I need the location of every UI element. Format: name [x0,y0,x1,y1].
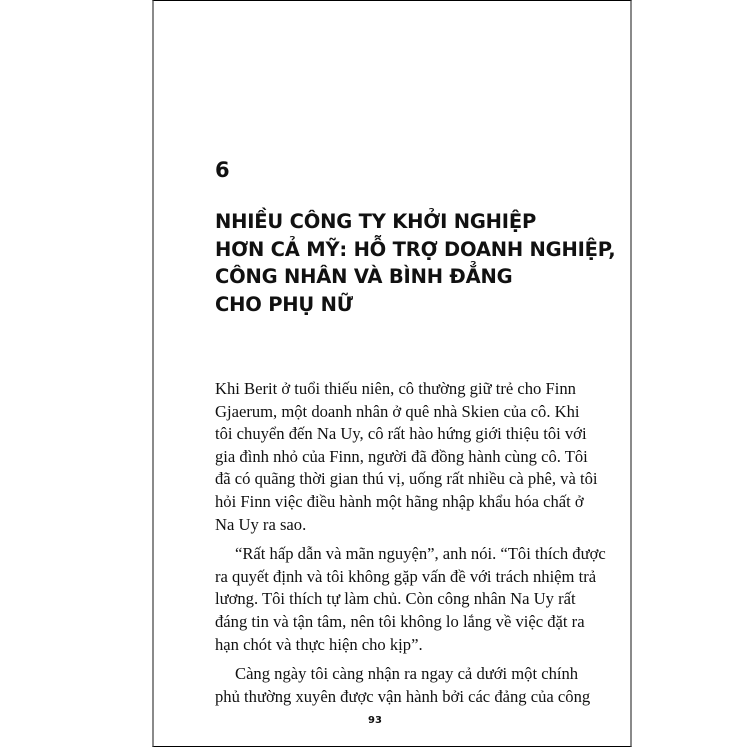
text-line: Gjaerum, một doanh nhân ở quê nhà Skien của cô. Khi [215,401,580,421]
text-line: phủ thường xuyên được vận hành bởi các đảng của công [215,686,591,706]
chapter-title-line: HƠN CẢ MỸ: HỖ TRỢ DOANH NGHIỆP, [215,237,616,261]
chapter-number: 6 [215,158,230,182]
chapter-title-line: CHO PHỤ NỮ [215,293,353,317]
chapter-title-line: CÔNG NHÂN VÀ BÌNH ĐẲNG [215,265,513,289]
text-line: đã có quãng thời gian thú vị, uống rất nhiều cà phê, và tôi [215,469,598,489]
text-line: Khi Berit ở tuổi thiếu niên, cô thường giữ trẻ cho Finn [215,379,576,398]
text-line: “Rất hấp dẫn và mãn nguyện”, anh nói. “Tôi thích được [235,544,606,564]
chapter-title-line: NHIỀU CÔNG TY KHỞI NGHIỆP [215,210,537,233]
chapter-title [215,208,616,319]
text-line: đáng tin và tận tâm, nên tôi không lo lắng về việc đặt ra [215,611,585,631]
paragraph [215,663,591,708]
text-line: hỏi Finn việc điều hành một hãng nhập khẩu hóa chất ở [215,491,584,511]
text-line: gia đình nhỏ của Finn, người đã đồng hành cùng cô. Tôi [215,446,588,466]
page-number: 93 [368,715,382,726]
body-text [215,378,606,708]
paragraph [215,543,606,656]
text-line: Càng ngày tôi càng nhận ra ngay cả dưới một chính [235,664,579,684]
text-line: hạn chót và thực hiện cho kịp”. [215,634,423,654]
paragraph [215,378,598,536]
text-line: Na Uy ra sao. [215,514,307,534]
text-line: lương. Tôi thích tự làm chủ. Còn công nhân Na Uy rất [215,589,576,609]
text-line: tôi chuyển đến Na Uy, cô rất hào hứng giới thiệu tôi với [215,424,587,444]
text-line: ra quyết định và tôi không gặp vấn đề với trách nhiệm trả [215,566,597,586]
